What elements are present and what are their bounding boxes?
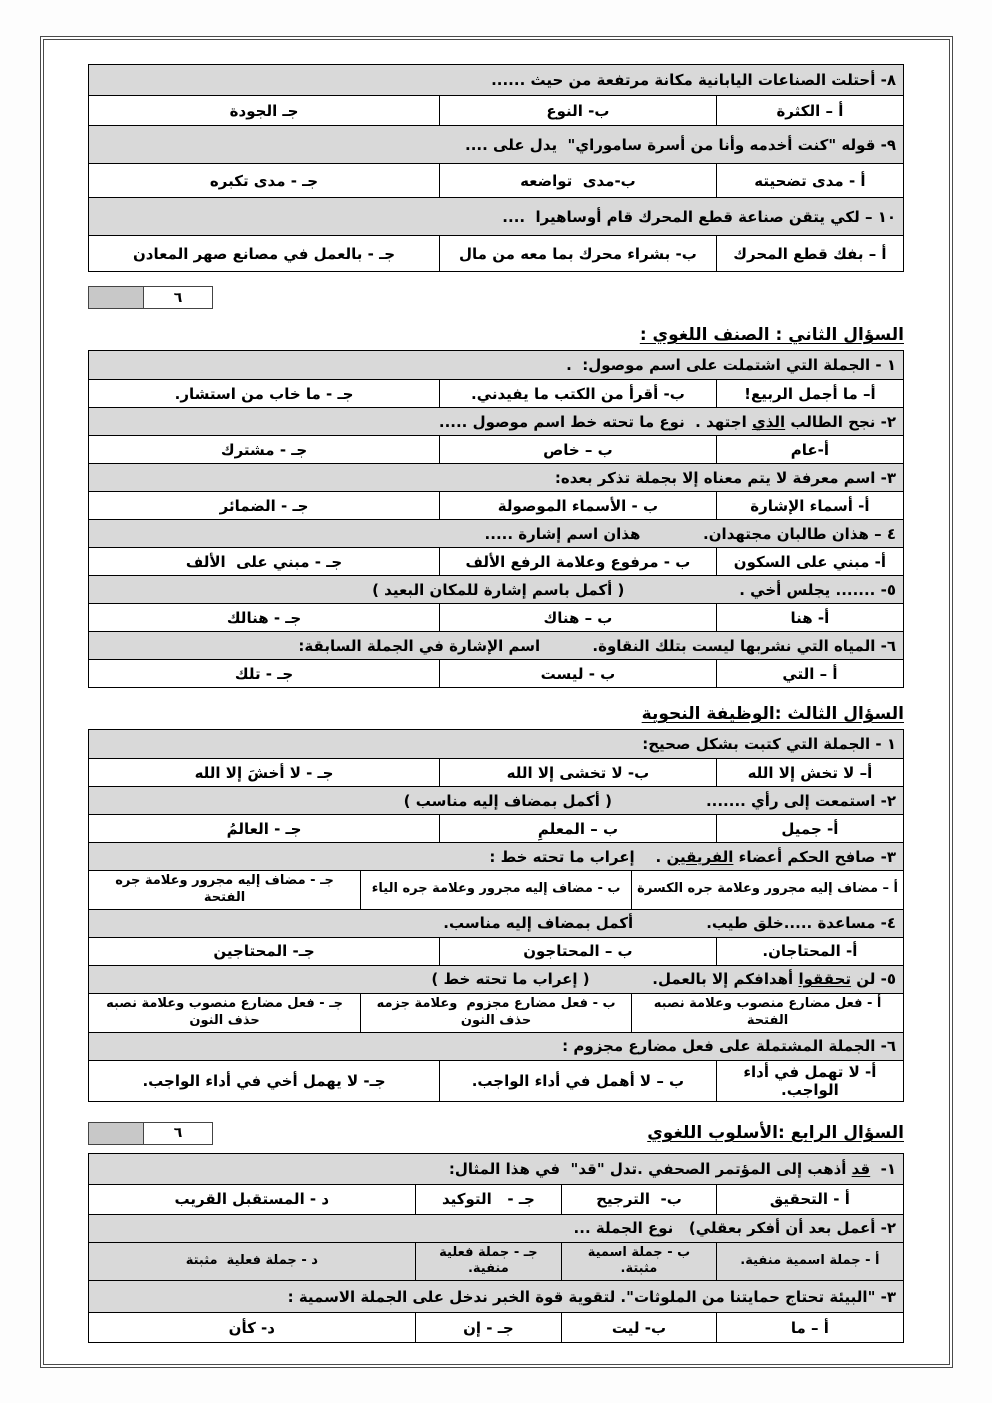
text-part: ب- الترجيح — [596, 1190, 682, 1209]
options-row — [89, 659, 903, 687]
question-row — [89, 1214, 903, 1242]
option-cell — [89, 604, 439, 631]
underlined-text: الفريقين — [666, 847, 734, 866]
option-cell — [716, 815, 903, 842]
text-part: ب- ليت — [611, 1318, 667, 1337]
options-row — [89, 814, 903, 842]
option-cell — [561, 1185, 716, 1214]
text-part: أذهب إلى المؤتمر الصحفي .تدل "قد" في هذا المثال: — [448, 1159, 852, 1178]
text-part: ١ - الجملة التي اشتملت على اسم موصول: . — [566, 356, 896, 374]
option-cell — [716, 1185, 903, 1214]
text-part: جـ - إن — [463, 1318, 514, 1337]
question-cell — [89, 1215, 903, 1242]
text-part: ٣- "البيئة تحتاج حمايتنا من الملوثات". لتقوية قوة الخبر ندخل على الجملة الاسمية : — [287, 1287, 896, 1306]
option-cell — [716, 604, 903, 631]
option-cell — [716, 380, 903, 407]
options-row — [89, 1312, 903, 1342]
options-row — [89, 163, 903, 197]
option-cell — [439, 380, 716, 407]
question-cell — [89, 65, 903, 95]
option-cell — [89, 492, 439, 519]
options-row — [89, 1184, 903, 1214]
question-cell — [89, 464, 903, 491]
score-box-empty — [88, 286, 143, 309]
question-row — [89, 1154, 903, 1184]
text-part: ٨- أحتلت الصناعات اليابانية مكانة مرتفعة من حيث ...... — [491, 71, 896, 89]
options-row — [89, 603, 903, 631]
text-part: جـ - تلك — [234, 664, 294, 683]
text-part: ٣- اسم معرفة لا يتم معناه إلا بجملة تذكر بعده: — [554, 468, 896, 487]
question-row — [89, 631, 903, 659]
question-row — [89, 575, 903, 603]
option-cell — [439, 660, 716, 687]
question-row — [89, 351, 903, 379]
text-part: ب - مرفوع وعلامة الرفع الألف — [465, 552, 691, 571]
text-part: جـ- لا يهمل أخي في أداء الواجب. — [142, 1071, 386, 1090]
text-part: أ – التي — [782, 664, 838, 683]
question-cell — [89, 1154, 903, 1184]
option-cell — [89, 660, 439, 687]
option-cell — [716, 236, 903, 271]
option-cell — [439, 492, 716, 519]
text-part: د - المستقبل القريب — [174, 1190, 330, 1209]
text-part: جـ - العالمُ — [226, 819, 302, 838]
option-cell — [631, 994, 903, 1032]
options-row — [89, 758, 903, 786]
option-cell — [89, 1243, 415, 1281]
option-cell — [89, 96, 439, 125]
text-part: ٢- نجح الطالب — [785, 412, 896, 431]
question-cell — [89, 1033, 903, 1060]
text-part: جـ - ما خاب من استشار. — [174, 384, 354, 403]
option-cell — [716, 436, 903, 463]
text-part: ب- بشراء محرك بما معه من مال — [459, 244, 697, 263]
option-cell — [89, 548, 439, 575]
option-cell — [89, 380, 439, 407]
question-cell — [89, 198, 903, 235]
options-row — [89, 379, 903, 407]
syntax-function-table — [88, 729, 904, 1102]
option-cell — [716, 96, 903, 125]
question-cell — [89, 730, 903, 758]
text-part: ٥- ....... يجلس أخي . ( أكمل باسم إشارة للمكان البعيد ) — [372, 580, 896, 599]
linguistic-style-table — [88, 1153, 904, 1344]
score-boxes — [88, 1122, 213, 1145]
text-part: ب-مدى تواضعه — [520, 171, 636, 190]
option-cell — [89, 164, 439, 197]
question-cell — [89, 576, 903, 603]
text-part: ١٠ – لكي يتقن صناعة قطع المحرك قام أوساهيرا .... — [502, 207, 896, 226]
option-cell — [89, 1185, 415, 1214]
question-cell — [89, 351, 903, 379]
text-part: جـ - مدى تكبره — [209, 171, 319, 190]
text-part: جـ الجودة — [229, 101, 299, 120]
text-part: ب- أقرأ من الكتب ما يفيدني. — [471, 384, 685, 403]
question-cell — [89, 1281, 903, 1312]
text-part: جـ - فعل مضارع منصوب وعلامة نصبه حذف النون — [101, 995, 344, 1028]
text-part: ب - ليست — [540, 664, 616, 683]
text-part: ب - الأسماء الموصولة — [497, 496, 659, 515]
question-row — [89, 519, 903, 547]
question-row — [89, 463, 903, 491]
option-cell — [439, 96, 716, 125]
text-part: ٤ – هذان طالبان مجتهدان. هذان اسم إشارة ..... — [484, 524, 896, 543]
option-cell — [439, 604, 716, 631]
underlined-text: تحققوا — [798, 970, 852, 989]
score-row — [88, 286, 904, 309]
text-part: ٦- المياه التي نشربها ليست بتلك النقاوة. اسم الإشارة في الجملة السابقة: — [298, 636, 896, 655]
question-row — [89, 730, 903, 758]
text-part: جـ - هنالك — [226, 608, 302, 627]
text-part: أ- لا تهمل في أداء الواجب. — [738, 1062, 877, 1099]
options-row — [89, 1242, 903, 1281]
text-part: أ- أسماء الإشارة — [750, 496, 870, 515]
text-part: ٢- أعمل بعد أن أفكر بعقلي) نوع الجملة ... — [573, 1219, 896, 1238]
text-part: جـ - جملة فعلية منفية. — [434, 1244, 538, 1277]
option-cell — [439, 759, 716, 786]
text-part: أ- هنا — [790, 608, 830, 627]
text-part: ب – لا أهمل في أداء الواجب. — [471, 1071, 685, 1090]
underlined-text: قد — [851, 1159, 871, 1178]
text-part: د- كأن — [228, 1318, 275, 1337]
options-row — [89, 870, 903, 909]
text-part: أ - مدى تضحيته — [754, 171, 866, 190]
text-part: ب – خاص — [543, 440, 613, 459]
score-boxes — [88, 286, 213, 309]
text-part: ٩- قوله "كنت أخدمه وأنا من أسرة ساموراي" يدل على .... — [465, 135, 896, 154]
text-part: جـ - لا أخشَ إلا الله — [194, 763, 334, 782]
text-part: جـ - مشترك — [220, 440, 308, 459]
text-part: ب- لا تخشى إلا الله — [506, 763, 650, 782]
option-cell — [561, 1313, 716, 1342]
text-part: ٢- استمعت إلى رأي ....... ( أكمل بمضاف إليه مناسب ) — [403, 791, 896, 810]
option-cell — [716, 492, 903, 519]
question-row — [89, 1032, 903, 1060]
question-row — [89, 65, 903, 95]
option-cell — [439, 1061, 716, 1101]
text-part: أ – ما — [790, 1318, 829, 1337]
option-cell — [716, 1061, 903, 1101]
text-part: أ - التحقيق — [769, 1190, 850, 1209]
option-cell — [716, 938, 903, 965]
text-part: ١ - الجملة التي كتبت بشكل صحيح: — [642, 735, 896, 753]
question-row — [89, 197, 903, 235]
option-cell — [439, 164, 716, 197]
question-row — [89, 125, 903, 163]
text-part: أ– لا تخش إلا الله — [747, 763, 873, 782]
option-cell — [415, 1243, 562, 1281]
text-part: اجتهد . نوع ما تحته خط اسم موصول ..... — [438, 412, 752, 431]
question-row — [89, 909, 903, 937]
text-part: أ- المحتاجان. — [762, 942, 858, 961]
option-cell — [360, 871, 631, 909]
question-row — [89, 407, 903, 435]
options-row — [89, 937, 903, 965]
options-row — [89, 1060, 903, 1101]
section-title: السؤال الرابع :الأسلوب اللغوي — [647, 1123, 904, 1144]
option-cell — [89, 436, 439, 463]
text-part: ب – هناك — [543, 608, 613, 627]
question-cell — [89, 966, 903, 993]
text-part: ب - مضاف إليه مجرور وعلامة جره الياء — [371, 881, 621, 897]
section-title: السؤال الثالث :الوظيفة النحوية — [641, 704, 904, 724]
question-row — [89, 786, 903, 814]
text-part: أ - فعل مضارع منصوب وعلامة نصبه الفتحة — [649, 995, 882, 1028]
option-cell — [716, 548, 903, 575]
option-cell — [89, 871, 360, 909]
score-box-value: ٦ — [143, 286, 213, 309]
option-cell — [716, 759, 903, 786]
option-cell — [415, 1185, 562, 1214]
section-header-row — [88, 1122, 904, 1145]
option-cell — [439, 236, 716, 271]
section-header-row — [88, 325, 904, 345]
options-row — [89, 491, 903, 519]
option-cell — [89, 236, 439, 271]
text-part: ب – المحتاجون — [523, 942, 633, 961]
option-cell — [415, 1313, 562, 1342]
text-part: جـ - مبني على الألف — [185, 552, 343, 571]
text-part: أ - جملة اسمية منفية. — [740, 1253, 880, 1268]
text-part: ب – المعلمِ — [537, 819, 619, 838]
question-row — [89, 842, 903, 870]
option-cell — [716, 1313, 903, 1342]
option-cell — [89, 759, 439, 786]
option-cell — [89, 1061, 439, 1101]
option-cell — [716, 660, 903, 687]
option-cell — [89, 994, 360, 1032]
options-row — [89, 993, 903, 1032]
score-box-value: ٦ — [143, 1122, 213, 1145]
question-cell — [89, 910, 903, 937]
option-cell — [439, 938, 716, 965]
question-row — [89, 965, 903, 993]
text-part: ٣- صافح الحكم أعضاء — [733, 847, 896, 866]
text-part: د - جملة فعلية مثبتة — [185, 1253, 318, 1268]
option-cell — [631, 871, 903, 909]
question-cell — [89, 408, 903, 435]
text-part: جـ - الضمائر — [219, 496, 309, 515]
question-cell — [89, 520, 903, 547]
text-part: ٥- لن — [851, 970, 896, 989]
section-header-row — [88, 704, 904, 724]
option-cell — [716, 164, 903, 197]
option-cell — [716, 1243, 903, 1281]
text-part: أ-عام — [790, 440, 830, 459]
options-row — [89, 435, 903, 463]
text-part: جـ - بالعمل في مصانع صهر المعادن — [133, 244, 396, 263]
text-part: أ– ما أجمل الربيع! — [744, 384, 876, 403]
linguistic-category-table — [88, 350, 904, 688]
text-part: أ- جميل — [781, 819, 839, 838]
text-part: ب - فعل مضارع مجزوم وعلامة جزمه حذف النون — [372, 995, 616, 1028]
option-cell — [89, 815, 439, 842]
section-title: السؤال الثاني : الصنف اللغوي : — [639, 325, 904, 345]
text-part: أ – بفك قطع المحرك — [733, 244, 887, 263]
options-row — [89, 547, 903, 575]
text-part: أ- مبني على السكون — [733, 552, 887, 571]
score-box-empty — [88, 1122, 143, 1145]
text-part: . إعراب ما تحته خط : — [489, 847, 667, 866]
option-cell — [561, 1243, 716, 1281]
text-part: ب- النوع — [546, 101, 610, 120]
text-part: ٦- الجملة المشتملة على فعل مضارع مجزوم : — [562, 1037, 896, 1056]
question-row — [89, 1280, 903, 1312]
exam-content — [88, 64, 904, 1343]
question-cell — [89, 843, 903, 870]
options-row — [89, 235, 903, 271]
reading-table — [88, 64, 904, 272]
question-cell — [89, 126, 903, 163]
question-cell — [89, 632, 903, 659]
question-cell — [89, 787, 903, 814]
text-part: ٤- مساعدة .....خلق طيب. أكمل بمضاف إليه مناسب. — [443, 914, 896, 933]
text-part: ب - جملة اسمية مثبتة. — [583, 1244, 691, 1277]
text-part: ١- — [870, 1159, 896, 1178]
option-cell — [439, 815, 716, 842]
option-cell — [89, 1313, 415, 1342]
text-part: جـ - التوكيد — [441, 1190, 535, 1209]
option-cell — [89, 938, 439, 965]
text-part: جـ- المحتاجين — [213, 942, 315, 961]
text-part: جـ - مضاف إليه مجرور وعلامة جره الفتحة — [110, 873, 334, 905]
text-part: أ – مضاف إليه مجرور وعلامة جره الكسرة — [637, 881, 898, 897]
option-cell — [439, 436, 716, 463]
text-part: أهدافكم إلا بالعمل. ( إعراب ما تحته خط ) — [431, 970, 799, 989]
option-cell — [360, 994, 631, 1032]
underlined-text: الذي — [751, 412, 786, 431]
options-row — [89, 95, 903, 125]
option-cell — [439, 548, 716, 575]
text-part: أ – الكثرة — [776, 101, 844, 120]
